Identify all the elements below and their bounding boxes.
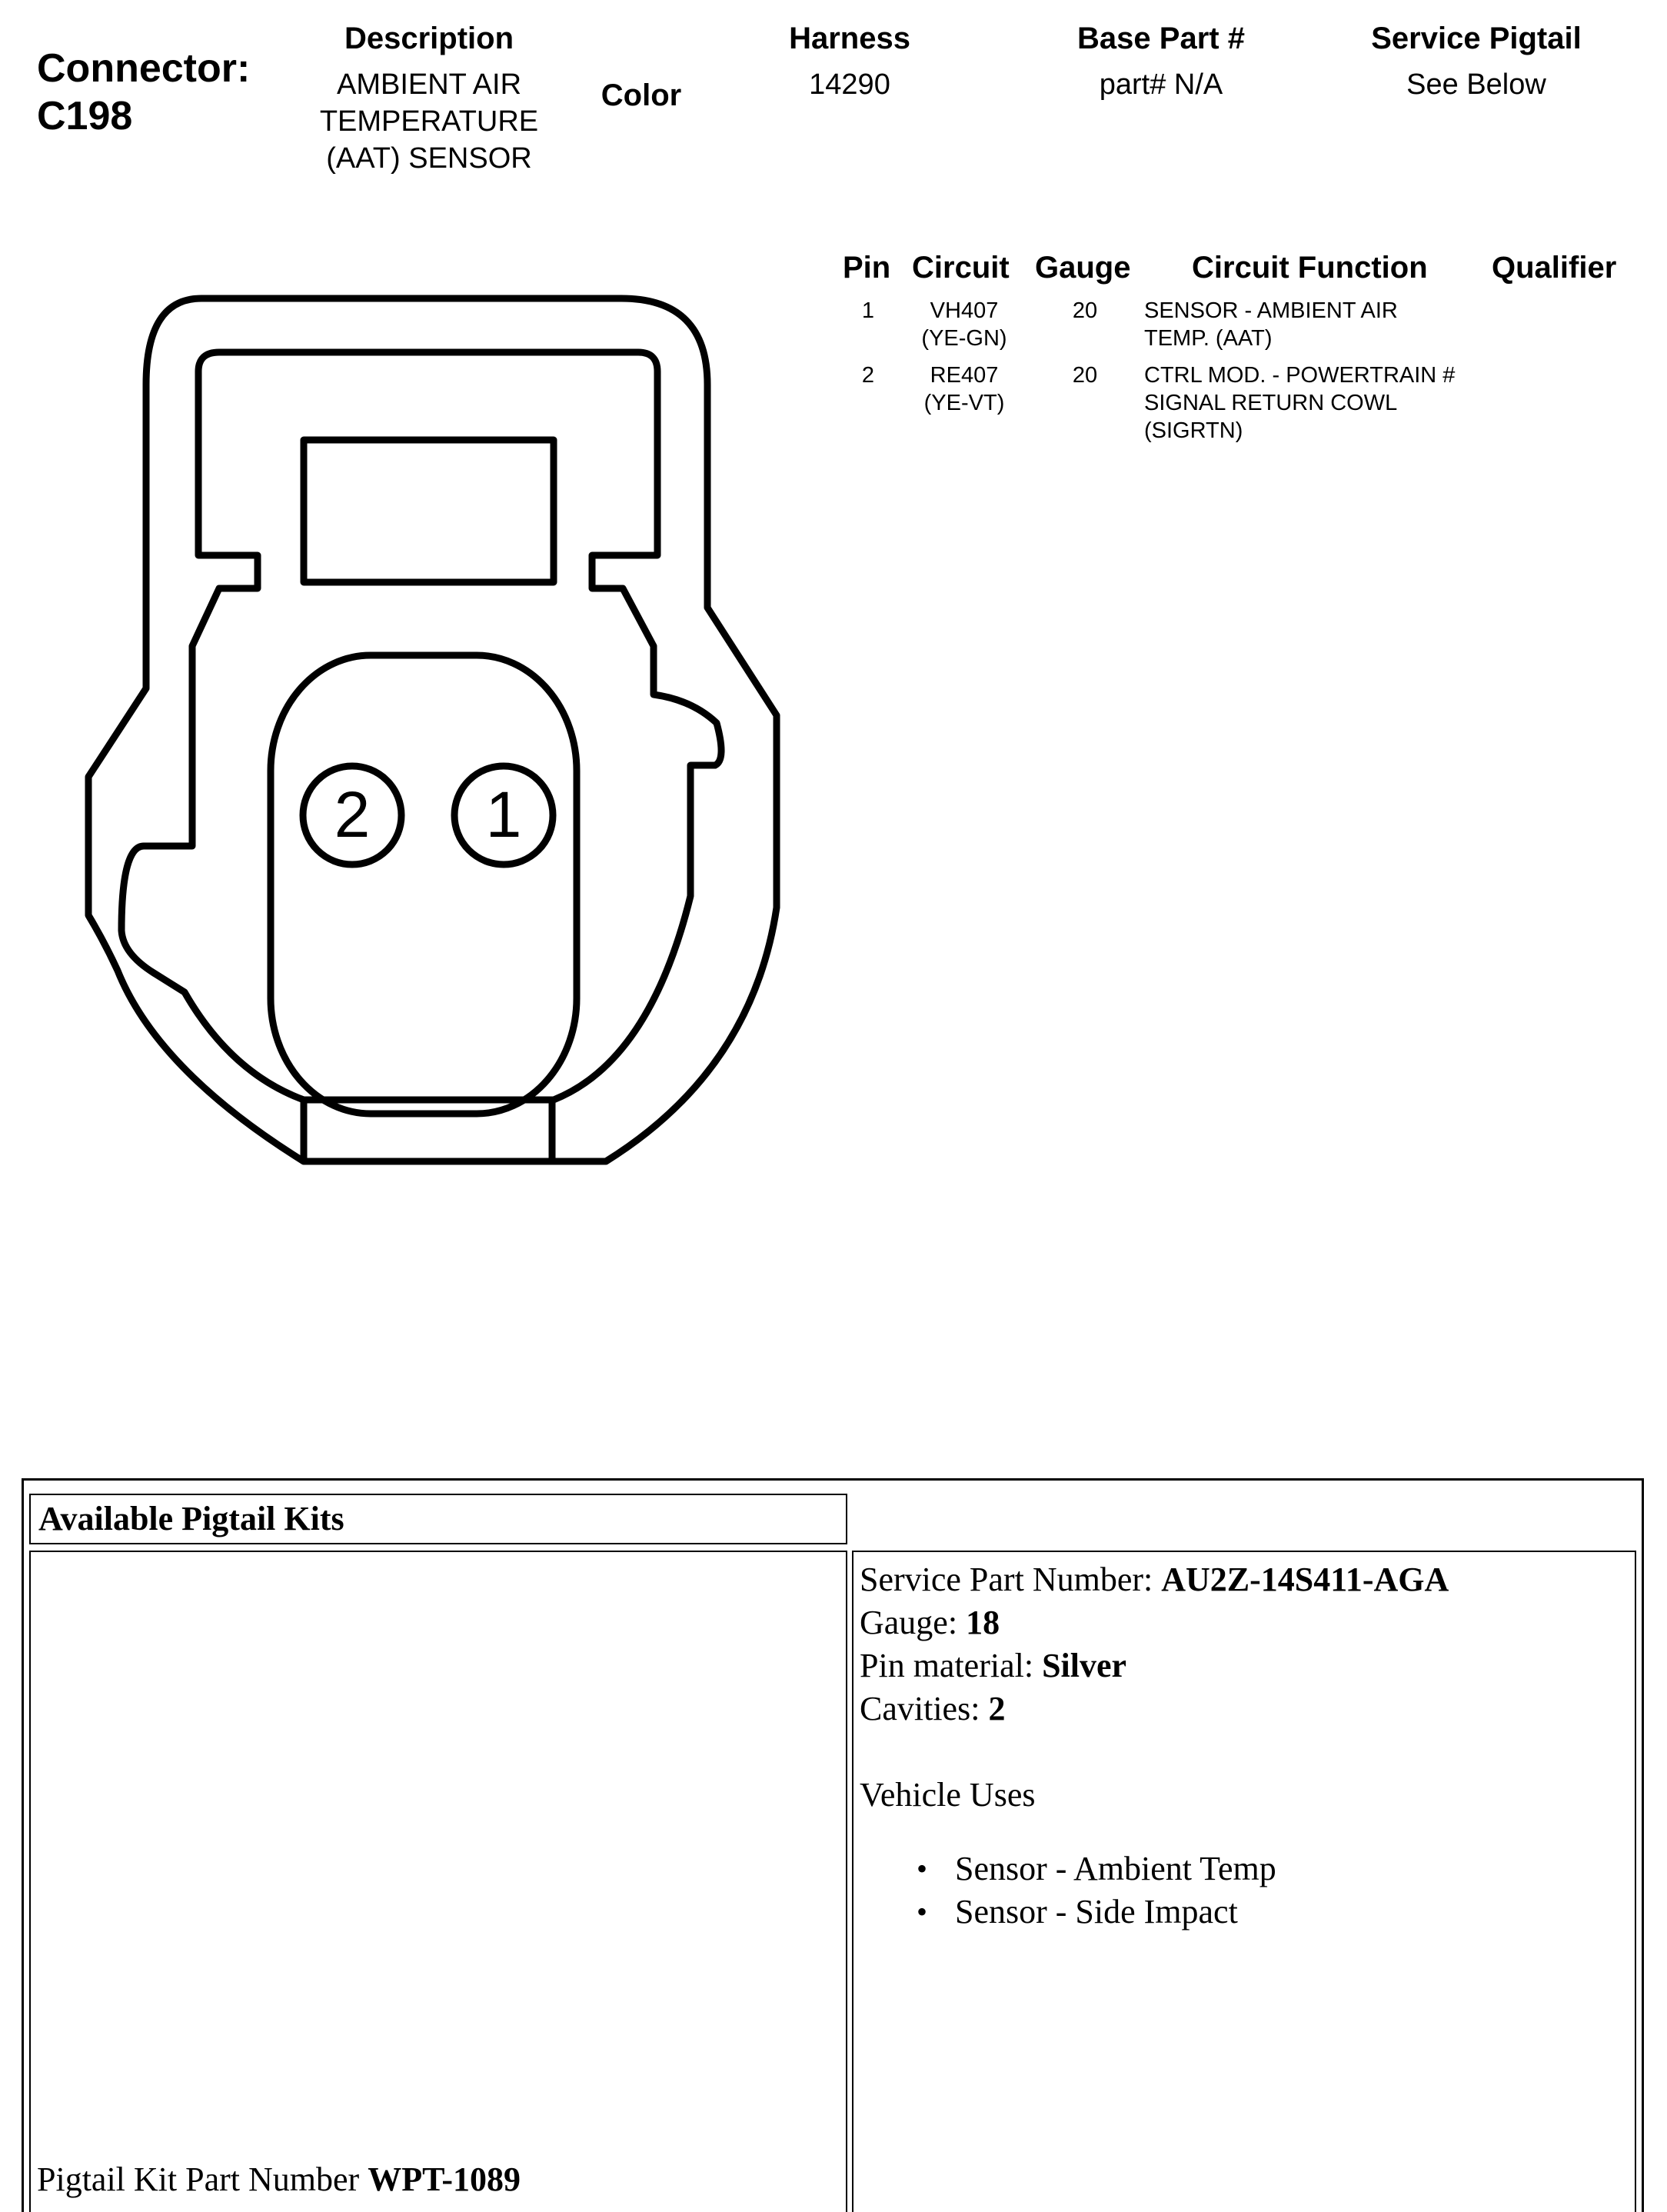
- pin-material-value: Silver: [1042, 1647, 1127, 1684]
- function-cell: [1144, 297, 1513, 352]
- pigtail-kit-value: WPT-1089: [368, 2160, 521, 2198]
- gauge-value: 18: [966, 1604, 1000, 1641]
- vehicle-uses-label: Vehicle Uses: [860, 1776, 1036, 1814]
- pigtail-kit-label: Pigtail Kit Part Number: [37, 2160, 360, 2198]
- description-line: AMBIENT AIR: [336, 68, 522, 101]
- cavities-label: Cavities:: [860, 1690, 980, 1727]
- circuit-cell: [903, 361, 1026, 417]
- housing-inner-outline: [121, 352, 721, 1100]
- cavities-value: 2: [988, 1690, 1006, 1727]
- circuit-color: (YE-VT): [923, 391, 1005, 415]
- service-part-value: AU2Z-14S411-AGA: [1161, 1561, 1449, 1598]
- cavities-row: [860, 1687, 1629, 1731]
- function-cell: [1144, 361, 1513, 445]
- pigtail-kit-part-number: [37, 2160, 521, 2199]
- function-line: TEMP. (AAT): [1144, 326, 1273, 351]
- harness-value: 14290: [809, 68, 890, 101]
- function-line: (SIGRTN): [1144, 418, 1243, 443]
- qualifier-column-header: Qualifier: [1492, 251, 1617, 285]
- cavity-1-label: 1: [485, 778, 522, 851]
- service-pigtail-header: Service Pigtail: [1371, 22, 1582, 55]
- description-header: Description: [344, 22, 514, 55]
- pigtail-header-spacer: [852, 1494, 1636, 1544]
- details-spacer: [860, 1731, 1629, 1774]
- pin-material-row: [860, 1644, 1629, 1687]
- gauge-column-header: Gauge: [1035, 251, 1131, 285]
- service-part-label: Service Part Number:: [860, 1561, 1153, 1598]
- function-line: SIGNAL RETURN COWL: [1144, 391, 1398, 415]
- gauge-label: Gauge:: [860, 1604, 958, 1641]
- connector-id: C198: [37, 94, 133, 138]
- gauge-cell: 20: [1072, 298, 1098, 323]
- service-pigtail-value: See Below: [1406, 68, 1546, 101]
- base-part-value: part# N/A: [1099, 68, 1223, 101]
- cavity-area: [271, 655, 577, 1114]
- circuit-id: VH407: [930, 298, 999, 323]
- pigtail-details: [860, 1558, 1629, 1934]
- harness-header: Harness: [789, 22, 910, 55]
- description-line: (AAT) SENSOR: [326, 142, 532, 175]
- function-line: CTRL MOD. - POWERTRAIN #: [1144, 363, 1456, 388]
- connector-face-diagram: [0, 0, 815, 1200]
- description-line: TEMPERATURE: [319, 105, 539, 138]
- pigtail-kits-header: Available Pigtail Kits: [29, 1494, 847, 1544]
- pin-number: 1: [861, 298, 875, 323]
- list-item: • Sensor - Ambient Temp: [955, 1847, 1629, 1891]
- circuit-cell: [903, 297, 1026, 352]
- pin-material-label: Pin material:: [860, 1647, 1034, 1684]
- circuit-column-header: Circuit: [912, 251, 1010, 285]
- function-line: SENSOR - AMBIENT AIR: [1144, 298, 1398, 323]
- cavity-2-label: 2: [334, 778, 371, 851]
- pigtail-details-cell: [852, 1551, 1636, 2212]
- circuit-color: (YE-GN): [921, 326, 1007, 351]
- gauge-row: [860, 1601, 1629, 1644]
- base-part-header: Base Part #: [1077, 22, 1245, 55]
- connector-label: Connector:: [37, 46, 251, 91]
- pin-number: 2: [861, 363, 875, 388]
- gauge-cell: 20: [1072, 363, 1098, 388]
- circuit-id: RE407: [930, 363, 999, 388]
- service-part-row: [860, 1558, 1629, 1601]
- vehicle-uses-list: [860, 1847, 1629, 1934]
- pin-column-header: Pin: [843, 251, 891, 285]
- latch-window: [304, 440, 554, 582]
- pigtail-kit-cell: [29, 1551, 847, 2212]
- function-column-header: Circuit Function: [1192, 251, 1428, 285]
- list-item: • Sensor - Side Impact: [955, 1891, 1629, 1934]
- color-header: Color: [601, 78, 682, 112]
